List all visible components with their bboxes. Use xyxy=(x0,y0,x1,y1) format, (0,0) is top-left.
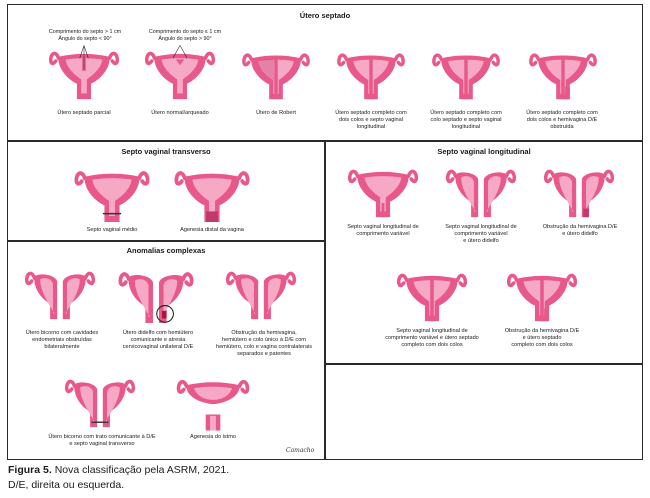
uterus-septado-parcial-figure xyxy=(48,44,120,102)
caption-completo-dois-colos: Útero septado completo com dois colos e septo vaginal longitudinal xyxy=(335,110,407,130)
frame-empty xyxy=(325,364,643,460)
figure-caption-text: Nova classificação pela ASRM, 2021. xyxy=(54,464,230,476)
uterus-septo-vaginal-medio-drawing xyxy=(74,163,150,225)
uterus-agenesia-distal-figure xyxy=(174,163,250,225)
uterus-agenesia-distal-drawing xyxy=(174,163,250,225)
figure-label: Figura 5. xyxy=(8,464,52,476)
caption-longitudinal: Septo vaginal longitudinal de comprimento variável xyxy=(347,224,419,237)
uterus-longitudinal-didelfo-figure xyxy=(440,162,522,220)
uterus-normal-arqueado-drawing xyxy=(144,44,216,102)
caption-septo-vaginal-medio: Septo vaginal médio xyxy=(86,227,138,233)
caption-septado-parcial: Útero septado parcial xyxy=(57,110,111,116)
caption-longitudinal-septado: Septo vaginal longitudinal de comprimento variável e útero septado completo com dois colos xyxy=(385,328,479,348)
uterus-bicorno-transverso-drawing xyxy=(60,372,140,430)
uterus-hemiutero-figure xyxy=(218,264,304,322)
uterus-bicorno-transverso-figure xyxy=(60,372,140,430)
uterus-didelfo-atresia-drawing xyxy=(114,264,198,326)
caption-completo-colo-septado: Útero septado completo com colo septado e septo vaginal longitudinal xyxy=(430,110,502,130)
caption-robert: Útero de Robert xyxy=(256,110,296,116)
caption-didelfo-atresia: Útero didelfo com hemiútero comunicante e atresia cervicovaginal unilateral D/E xyxy=(122,330,194,350)
caption-longitudinal-didelfo: Septo vaginal longitudinal de comprimento variável e útero didelfo xyxy=(445,224,517,244)
uterus-didelfo-atresia-figure xyxy=(114,264,198,326)
uterus-longitudinal-drawing xyxy=(345,162,421,220)
uterus-obstrucao-septado-drawing xyxy=(502,266,582,324)
caption-obstrucao-didelfo: Obstrução da hemivagina D/E e útero didelfo xyxy=(542,224,618,237)
caption-hemiutero: Obstrução da hemivagina, hemiútero e colo único à D/E com hemiútero, colo e vagina contralaterais separados e patentes xyxy=(215,330,313,357)
frame-septo-transverso xyxy=(7,141,325,241)
artist-signature: Camacho xyxy=(286,447,315,454)
uterus-obstrucao-didelfo-figure xyxy=(538,162,620,220)
uterus-bicorno-obstruido-drawing xyxy=(20,264,100,322)
caption-bicorno-obstruido: Útero bicorno com cavidades endometriais obstruídas bilateralmente xyxy=(25,330,99,350)
uterus-longitudinal-septado-drawing xyxy=(392,266,472,324)
annotation-septo-curto: Comprimento do septo ≤ 1 cm Ângulo do septo > 90° xyxy=(148,29,222,42)
caption-obstrucao-septado: Obstrução da hemivagina D/E e útero septado completo com dois colos xyxy=(504,328,580,348)
uterus-septo-vaginal-medio-figure xyxy=(74,163,150,225)
uterus-septado-completo-dois-colos-drawing xyxy=(335,46,407,102)
uterus-septado-hemivagina-obstruida-drawing xyxy=(527,46,599,102)
uterus-normal-arqueado-figure xyxy=(144,44,216,102)
uterus-septado-colo-septado-figure xyxy=(430,46,502,102)
annotation-septo-longo: Comprimento do septo > 1 cm Ângulo do septo < 90° xyxy=(48,29,122,42)
caption-normal-arqueado: Útero normal/arqueado xyxy=(151,110,209,116)
uterus-robert-figure xyxy=(240,46,312,102)
section-title-utero-septado: Útero septado xyxy=(299,11,351,20)
caption-agenesia-distal: Agenesia distal da vagina xyxy=(180,227,244,233)
uterus-septado-colo-septado-drawing xyxy=(430,46,502,102)
uterus-septado-parcial-drawing xyxy=(48,44,120,102)
uterus-septado-completo-dois-colos-figure xyxy=(335,46,407,102)
uterus-robert-drawing xyxy=(240,46,312,102)
uterus-septado-hemivagina-obstruida-figure xyxy=(527,46,599,102)
section-title-anomalias-complexas: Anomalias complexas xyxy=(126,246,206,255)
uterus-longitudinal-septado-figure xyxy=(392,266,472,324)
uterus-hemiutero-drawing xyxy=(218,264,304,322)
uterus-obstrucao-didelfo-drawing xyxy=(538,162,620,220)
figure-caption xyxy=(8,463,229,493)
uterus-longitudinal-figure xyxy=(345,162,421,220)
uterus-bicorno-obstruido-figure xyxy=(20,264,100,322)
uterus-longitudinal-didelfo-drawing xyxy=(440,162,522,220)
figure-note: D/E, direita ou esquerda. xyxy=(8,479,125,491)
uterus-agenesia-istmo-drawing xyxy=(176,372,250,432)
uterus-agenesia-istmo-figure xyxy=(176,372,250,432)
caption-agenesia-istmo: Agenesia do istmo xyxy=(189,434,237,440)
caption-completo-obstruida: Útero septado completo com dois colos e hemivagina D/E obstruída xyxy=(526,110,598,130)
uterus-obstrucao-septado-figure xyxy=(502,266,582,324)
section-title-septo-transverso: Septo vaginal transverso xyxy=(121,147,211,156)
section-title-septo-longitudinal: Septo vaginal longitudinal xyxy=(437,147,531,156)
caption-bicorno-transverso: Útero bicorno com trato comunicante à D/E e septo vaginal transverso xyxy=(48,434,156,447)
